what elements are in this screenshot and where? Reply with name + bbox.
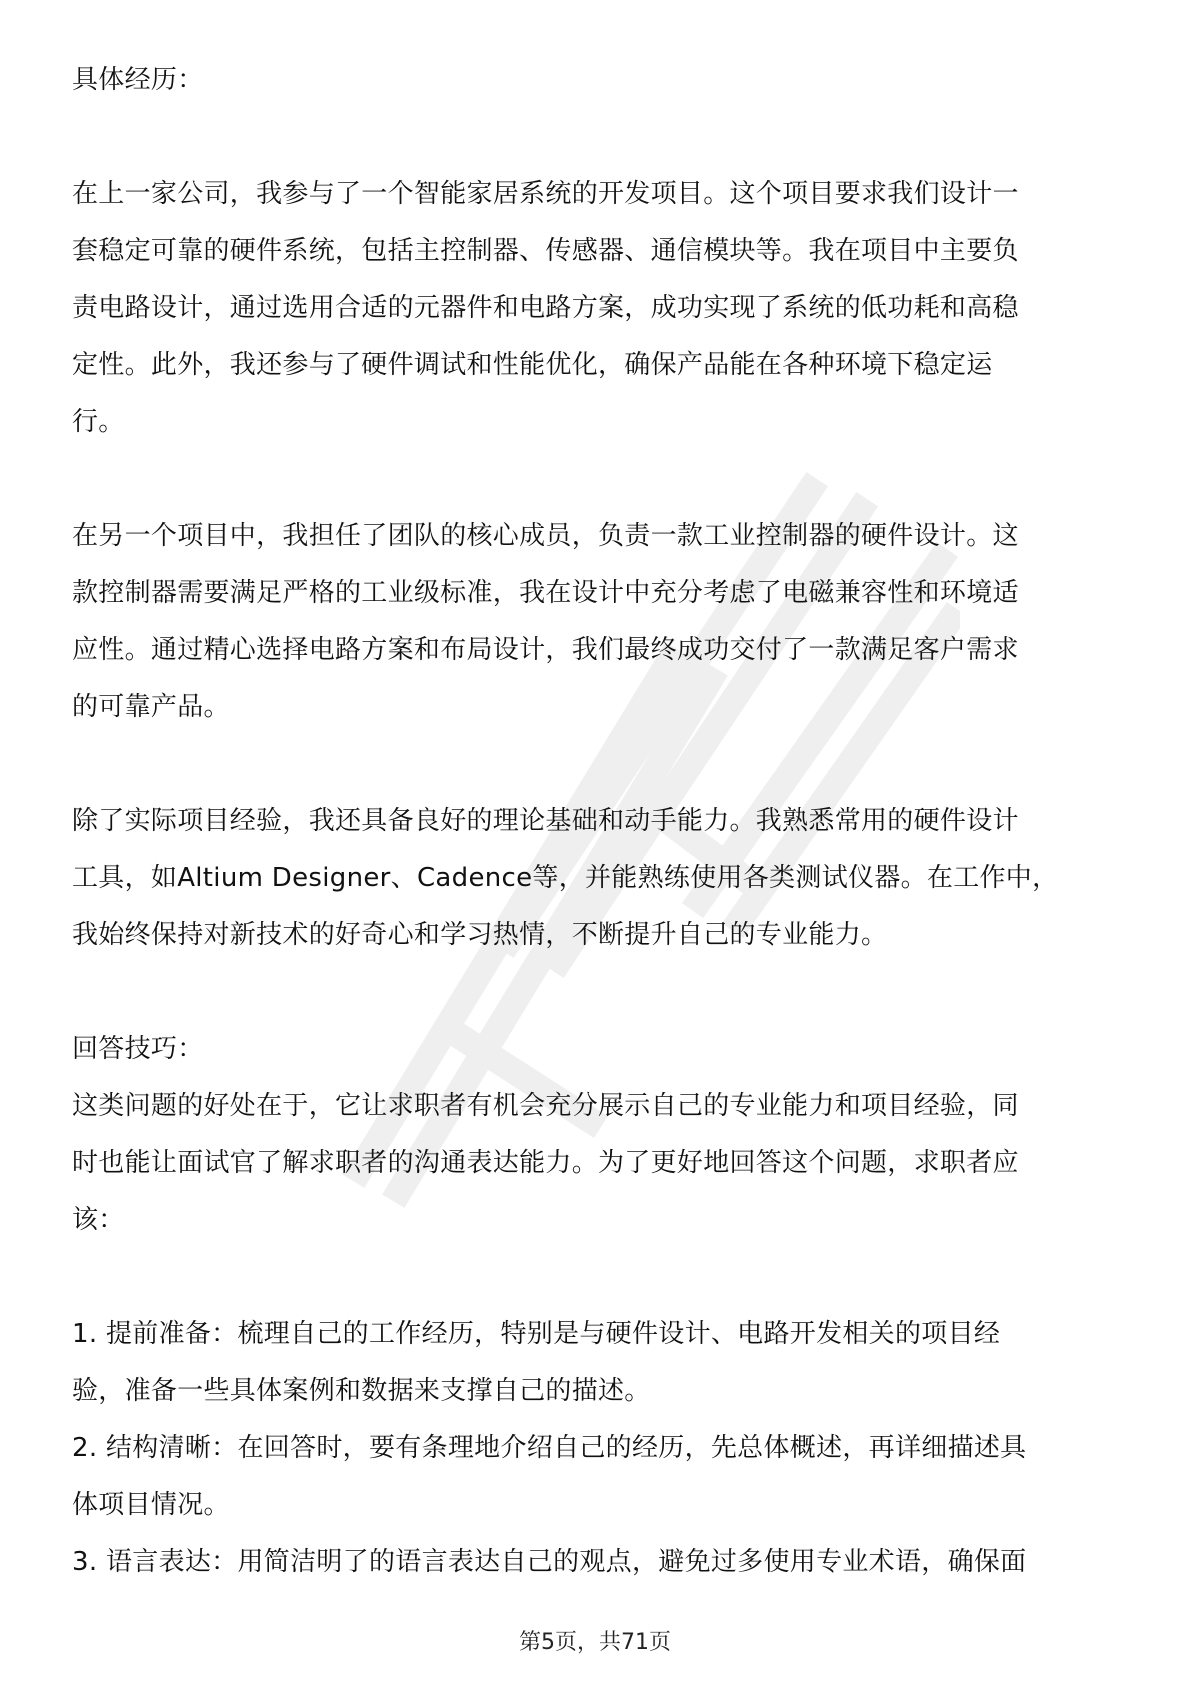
paragraph-line: 该： [72, 1205, 125, 1235]
heading-tips: 回答技巧： [72, 1034, 204, 1064]
paragraph-line: 工具，如Altium Designer、Cadence等，并能熟练使用各类测试仪器。在工作中， [72, 863, 1059, 893]
paragraph-line: 这类问题的好处在于，它让求职者有机会充分展示自己的专业能力和项目经验，同 [72, 1091, 1019, 1121]
heading-experience: 具体经历： [72, 65, 204, 95]
list-item-line: 1. 提前准备：梳理自己的工作经历，特别是与硬件设计、电路开发相关的项目经 [72, 1319, 1001, 1349]
list-item-line: 体项目情况。 [72, 1490, 230, 1520]
paragraph-line: 我始终保持对新技术的好奇心和学习热情，不断提升自己的专业能力。 [72, 920, 888, 950]
paragraph-line: 在上一家公司，我参与了一个智能家居系统的开发项目。这个项目要求我们设计一 [72, 179, 1019, 209]
paragraph-line: 套稳定可靠的硬件系统，包括主控制器、传感器、通信模块等。我在项目中主要负 [72, 236, 1019, 266]
list-item-line: 2. 结构清晰：在回答时，要有条理地介绍自己的经历，先总体概述，再详细描述具 [72, 1433, 1027, 1463]
paragraph-line: 的可靠产品。 [72, 692, 230, 722]
paragraph-line: 在另一个项目中，我担任了团队的核心成员，负责一款工业控制器的硬件设计。这 [72, 521, 1019, 551]
paragraph-line: 责电路设计，通过选用合适的元器件和电路方案，成功实现了系统的低功耗和高稳 [72, 293, 1019, 323]
paragraph-line: 时也能让面试官了解求职者的沟通表达能力。为了更好地回答这个问题，求职者应 [72, 1148, 1019, 1178]
paragraph-line: 除了实际项目经验，我还具备良好的理论基础和动手能力。我熟悉常用的硬件设计 [72, 806, 1019, 836]
page-number-footer: 第5页，共71页 [519, 1630, 671, 1655]
list-item-line: 验，准备一些具体案例和数据来支撑自己的描述。 [72, 1376, 651, 1406]
paragraph-line: 应性。通过精心选择电路方案和布局设计，我们最终成功交付了一款满足客户需求 [72, 635, 1019, 665]
paragraph-line: 定性。此外，我还参与了硬件调试和性能优化，确保产品能在各种环境下稳定运 [72, 350, 993, 380]
paragraph-line: 款控制器需要满足严格的工业级标准，我在设计中充分考虑了电磁兼容性和环境适 [72, 578, 1019, 608]
document-body [72, 52, 1120, 1591]
list-item-line: 3. 语言表达：用简洁明了的语言表达自己的观点，避免过多使用专业术语，确保面 [72, 1547, 1027, 1577]
paragraph-line: 行。 [72, 407, 125, 437]
